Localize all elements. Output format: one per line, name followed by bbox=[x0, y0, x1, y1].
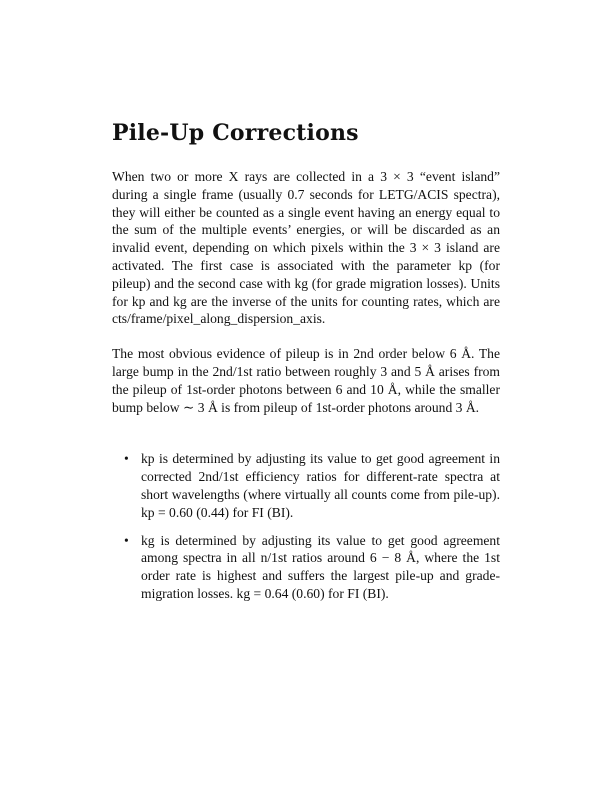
bullet-list bbox=[112, 450, 500, 602]
list-item bbox=[112, 532, 500, 603]
document-page bbox=[112, 118, 500, 603]
bullet-text-kg: kg is determined by adjusting its value to get good agreement among spectra in all n/1st ratios around 6 − 8 Å, where the 1st order rate is highest and suffers the largest pile-up and grade-migration losses. kg = 0.64 (0.60) for FI (BI). bbox=[141, 532, 500, 601]
bullet-dot-icon: • bbox=[124, 532, 129, 548]
page-title: Pile-Up Corrections bbox=[112, 120, 359, 146]
paragraph-pileup-definition: When two or more X rays are collected in a 3 × 3 “event island” during a single frame (usually 0.7 seconds for LETG/ACIS spectra), they will either be counted as a single event having an energy equal to the sum of the multiple events’ energies, or will be discarded as an invalid event, depending on which pixels within the 3 × 3 island are activated. The first case is associated with the parameter kp (for pileup) and the second case with kg (for grade migration losses). Units for kp and kg are the inverse of the units for counting rates, which are cts/frame/pixel_along_dispersion_axis. bbox=[112, 169, 500, 327]
bullet-dot-icon: • bbox=[124, 451, 129, 467]
paragraph-pileup-evidence: The most obvious evidence of pileup is in 2nd order below 6 Å. The large bump in the 2nd/1st ratio between roughly 3 and 5 Å arises from the pileup of 1st-order photons between 6 and 10 Å, while the smaller bump below ∼ 3 Å is from pileup of 1st-order photons around 3 Å. bbox=[112, 346, 500, 415]
list-item bbox=[112, 450, 500, 521]
bullet-text-kp: kp is determined by adjusting its value to get good agreement in corrected 2nd/1st efficiency ratios for different-rate spectra at short wavelengths (where virtually all counts come from pile-up). kp = 0.60 (0.44) for FI (BI). bbox=[141, 451, 500, 520]
